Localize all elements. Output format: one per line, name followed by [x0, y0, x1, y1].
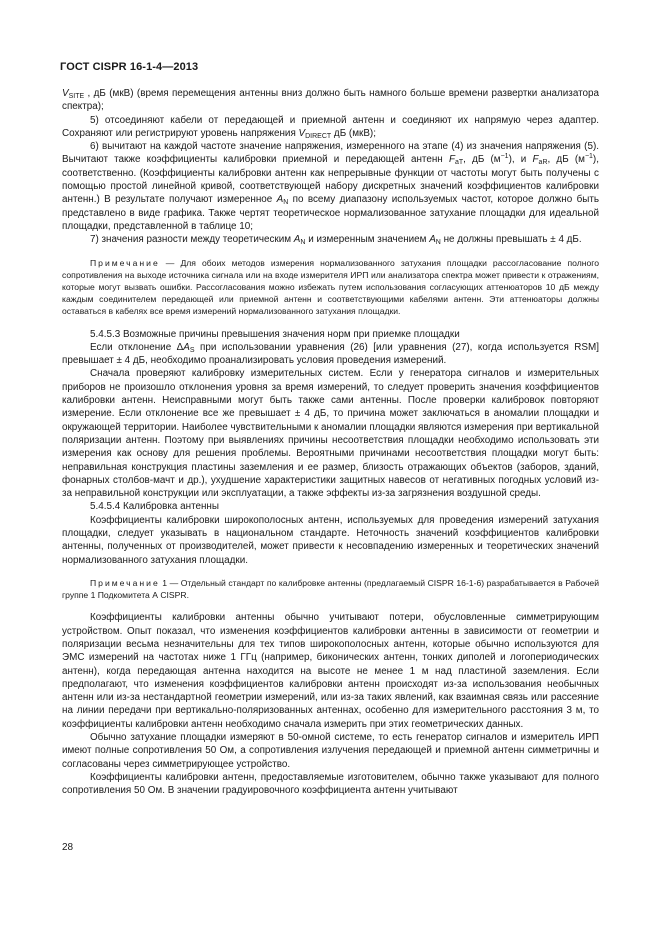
symbol-f: F — [532, 154, 539, 166]
document-header: ГОСТ CISPR 16-1-4—2013 — [60, 61, 199, 73]
page-number: 28 — [62, 842, 74, 853]
note-text: — Для обоих методов измерения нормализованного затухания площадки рассогласование полного сопротивления на выходе источника сигнала или на входе измерителя ИРП или анализатора спектра может привести к отражениям, которые могут вызвать ошибки. Рассогласования можно избежать путем использования согласующих аттенюаторов 10 дБ между каждым соединителем передающей или приемной антенн и соответствующими кабелями антенн. Эти аттенюаторы должны оставаться в кабелях все время измерений нормализованного затухания площадки. — [62, 257, 599, 317]
paragraph-step-7 — [62, 233, 599, 246]
subscript: DIRECT — [305, 132, 332, 140]
paragraph-manufacturer-factors: Коэффициенты калибровки антенн, предоставляемые изготовителем, обычно также указывают для полного сопротивления 50 Ом. В значении градуировочного коэффициента антенн учитывают — [62, 771, 599, 797]
paragraph-antenna-factors: Коэффициенты калибровки широкополосных антенн, используемых для проведения измерений затухания площадки, следует указывать в национальном стандарте. Неточность значений коэффициентов калибровки антенны, полученных от производителей, может привести к несовпадению измеренных и теоретических значений нормализованного затухания площадки. — [62, 514, 599, 566]
subscript: N — [300, 239, 306, 247]
paragraph-text: 6) вычитают на каждой частоте значение напряжения, измеренного на этапе (4) из значения напряжения (5). Вычитают также коэффициенты калибровки приемной и передающей антенн — [62, 141, 599, 166]
paragraph-text: дБ (мкВ); — [331, 127, 376, 139]
subscript: S — [189, 346, 195, 354]
section-heading-5-4-5-4: 5.4.5.4 Калибровка антенны — [90, 501, 219, 513]
paragraph-text: , дБ (мкВ) (время перемещения антенны вниз должно быть намного больше времени развертки анализатора спектра); — [62, 88, 599, 113]
paragraph-balun-losses: Коэффициенты калибровки антенны обычно учитывают потери, обусловленные симметрирующим устройством. Опыт показал, что изменения коэффициентов калибровки антенны в зависимости от геометрии и поляризации весьма незначительны для тех типов широкополосных антенн, которые обычно используются для ЭМС измерений на частотах ниже 1 ГГц (например, биконических антенн, тонких диполей и логопериодических антенн), когда передающая антенна находится на высоте не менее 1 м над пластиной заземления. Если предполагают, что изменения коэффициентов калибровки антенн происходят из-за использования необычных антенн или из-за нестандартной геометрии измерений, или из-за таких явлений, как взаимная связь или рассеяние на линии передачи при вертикально-поляризованных антеннах, особенно для измерительного расстояния 3 м, то коэффициенты калибровки антенн необходимо сначала измерить при этих геометрических данных. — [62, 612, 599, 730]
subscript: N — [435, 239, 441, 247]
document-body — [62, 87, 599, 797]
symbol-a: A — [183, 341, 190, 353]
symbol-a: A — [293, 234, 301, 246]
paragraph-text: , дБ (м — [463, 154, 501, 166]
superscript: −1 — [500, 153, 509, 161]
paragraph-text: 7) значения разности между теоретическим — [90, 234, 294, 246]
paragraph-text: 5) отсоединяют кабели от передающей и приемной антенн и соединяют их напрямую через адаптер. Сохраняют или регистрируют уровень напряжения — [62, 114, 599, 139]
note-text: 1 — Отдельный стандарт по калибровке антенны (предлагаемый CISPR 16-1-6) разрабатывается в Рабочей группе 1 Подкомитета А CISPR. — [62, 577, 599, 601]
paragraph-text: по всему диапазону используемых частот, которое должно быть представлено в виде графика. Также чертят теоретическое нормализованное затухание площадки для идеальной площадки, представленной в таблице 10; — [62, 194, 599, 232]
note-label: Примечание — [90, 257, 160, 268]
paragraph-text: , дБ (м — [547, 154, 585, 166]
paragraph-calibration-check: Сначала проверяют калибровку измерительных систем. Если у генератора сигналов и измерительных приборов не произошло отклонения уровня за время измерений, то следует проверить значения коэффициентов калибровки антенн. Неисправными могут быть также сами антенны. После проверки калибровок повторяют измерение. Если отклонение все же превышает ± 4 дБ, то причина может заключаться в аномалии площадки и окружающей территории. Наиболее чувствительными к аномалии площадки являются измерения при вертикальной поляризации антенн. Поэтому при выявлениях причины несоответствия площадки необходимо использовать эти измерения как основу для решения проблемы. Вероятными причинами несоответствия площадки могут быть: неправильная конструкция пластины заземления и ее размер, близость отражающих объектов (заборов, зданий, фонарных столбов-мачт и др.), ухудшение характеристики защитных навесов от негативных погодных условий из-за неправильной конструкции или эксплуатации, а также эффекты из-за загрязнения воздушной среды. — [62, 368, 599, 500]
symbol-v: V — [298, 127, 306, 139]
symbol-f: F — [448, 154, 455, 166]
section-heading-5-4-5-3: 5.4.5.3 Возможные причины превышения значения норм при приемке площадки — [90, 328, 460, 340]
paragraph-vsite — [62, 87, 599, 114]
subscript: aT — [454, 159, 464, 167]
paragraph-text: Если отклонение Δ — [90, 341, 184, 353]
subscript: SITE — [68, 93, 85, 100]
paragraph-text: ), соответственно. (Коэффициенты калибровки антенн как непрерывные функции от частоты могут быть получены с помощью простой линейной кривой, соответствующей набору дискретных значений коэффициентов калибровки антенн.) В результате получают измеренное — [62, 154, 599, 206]
symbol-a: A — [276, 194, 284, 206]
paragraph-step-6 — [62, 140, 599, 233]
note-label: Примечание — [90, 577, 160, 588]
paragraph-step-5 — [62, 114, 599, 141]
paragraph-text: ), и — [508, 154, 533, 166]
paragraph-text: не должны превышать ± 4 дБ. — [440, 234, 582, 246]
symbol-a: A — [429, 234, 436, 246]
paragraph-text: при использовании уравнения (26) [или уравнения (27), когда используется RSM] превышает ± 4 дБ, необходимо проанализировать условия проведения измерений. — [62, 341, 599, 367]
paragraph-text: и измеренным значением — [305, 234, 430, 246]
superscript: −1 — [584, 153, 593, 161]
note-mismatch — [62, 257, 599, 318]
paragraph-50-ohm-system: Обычно затухание площадки измеряют в 50-омной системе, то есть генератор сигналов и измеритель ИРП имеют полные сопротивления 50 Ом, а сопротивления излучения передающей и приемной антенн симметричны и согласованы через симметрирующее устройство. — [62, 732, 599, 770]
note-cispr — [62, 577, 599, 601]
subscript: aR — [538, 159, 548, 167]
paragraph-deviation — [62, 341, 599, 368]
symbol-v: V — [62, 88, 69, 99]
subscript: N — [283, 199, 289, 207]
